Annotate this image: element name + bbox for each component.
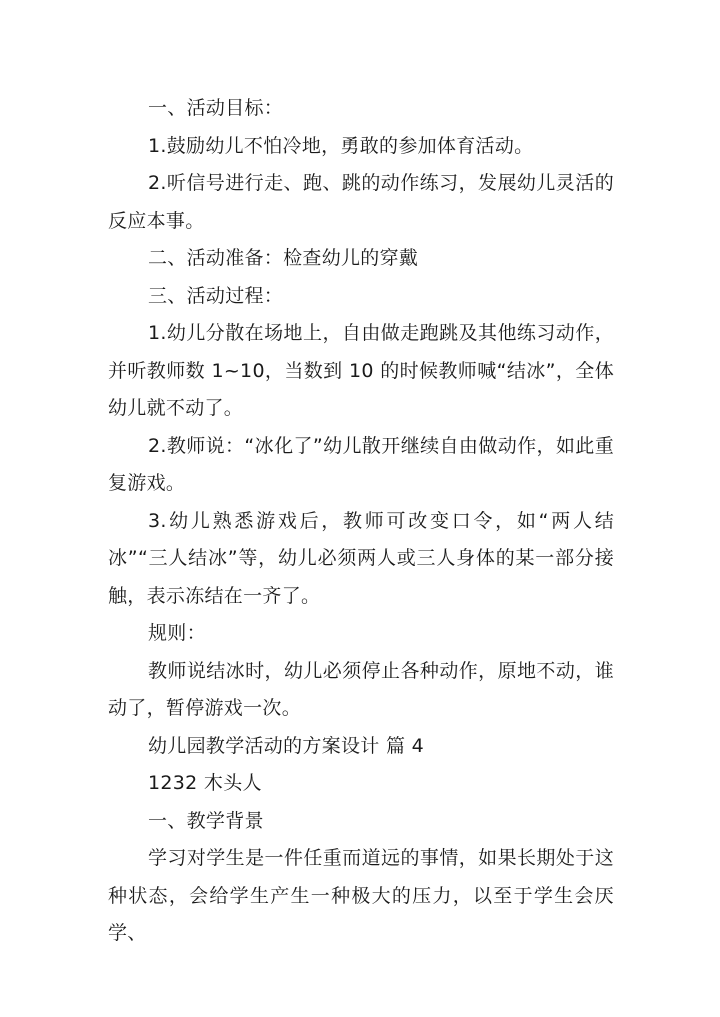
process-step-1: 1.幼儿分散在场地上，自由做走跑跳及其他练习动作，并听教师数 1~10，当数到 10 的时候教师喊“结冰”，全体幼儿就不动了。 (108, 322, 614, 419)
section-title-plan-4: 幼儿园教学活动的方案设计 篇 4 (148, 734, 424, 757)
heading-rules: 规则： (148, 622, 206, 644)
background-text: 学习对学生是一件任重而道远的事情，如果长期处于这种状态，会给学生产生一种极大的压力，以至于学生会厌学、 (108, 847, 614, 944)
document-body (108, 90, 614, 953)
process-step-3: 3.幼儿熟悉游戏后，教师可改变口令，如“两人结冰”“三人结冰”等，幼儿必须两人或三人身体的某一部分接触，表示冻结在一齐了。 (108, 509, 614, 607)
lesson-title: 1232 木头人 (148, 772, 262, 794)
process-step-2: 2.教师说：“冰化了”幼儿散开继续自由做动作，如此重复游戏。 (108, 434, 614, 494)
rules-text: 教师说结冰时，幼儿必须停止各种动作，原地不动，谁动了，暂停游戏一次。 (108, 659, 614, 719)
goal-item-2: 2.听信号进行走、跑、跳的动作练习，发展幼儿灵活的反应本事。 (108, 172, 614, 232)
heading-teaching-background: 一、教学背景 (148, 809, 264, 832)
heading-activity-preparation: 二、活动准备：检查幼儿的穿戴 (148, 247, 419, 269)
heading-activity-process: 三、活动过程： (148, 284, 284, 307)
goal-item-1: 1.鼓励幼儿不怕冷地，勇敢的参加体育活动。 (148, 134, 534, 157)
heading-activity-goals: 一、活动目标： (148, 97, 284, 119)
